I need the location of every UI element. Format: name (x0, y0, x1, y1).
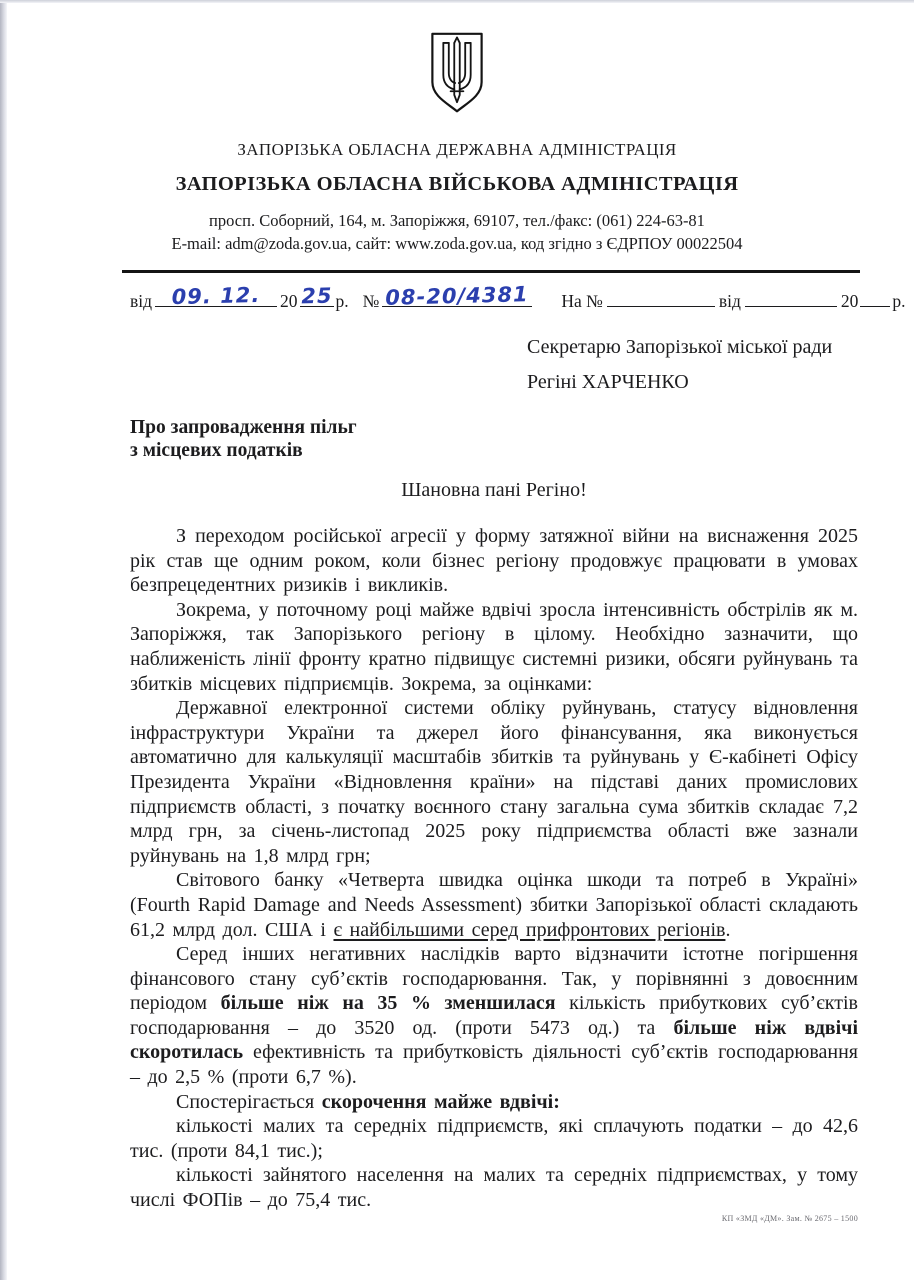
reply-year-prefix: 20 (840, 291, 859, 311)
ref-year-suffix: р. (335, 291, 349, 311)
bold-phrase: більше ніж вдвічі скоротилась (130, 1016, 858, 1064)
addressee-name: Регіні ХАРЧЕНКО (527, 371, 689, 393)
paragraph-3 (130, 696, 858, 868)
letter-body (130, 524, 858, 1213)
addressee-block (527, 330, 832, 400)
bold-phrase: скорочення майже вдвічі: (321, 1090, 560, 1113)
reply-year-suffix: р. (892, 291, 906, 311)
header-divider (122, 270, 860, 273)
paragraph-text: кількості малих та середніх підприємств, які сплачують податки – до 42,6 тис. (проти 84,1 тис.); (130, 1115, 858, 1162)
handwritten-date: 09. 12. (171, 282, 261, 310)
paragraph-text: кількість прибуткових суб’єктів господарювання – до 3520 од. (проти 5473 од.) та (130, 992, 858, 1039)
letterhead (0, 30, 914, 254)
handwritten-number: 08-20/4381 (385, 282, 530, 310)
reply-year-blank (860, 287, 890, 307)
ref-year-blank (300, 283, 334, 309)
paragraph-1 (130, 524, 858, 598)
subject-line-2: з місцевих податків (130, 440, 303, 461)
subject-block (130, 416, 357, 462)
print-shop-note: КП «ЗМД «ДМ». Зам. № 2675 – 1500 (721, 1214, 858, 1223)
org-name-military: ЗАПОРІЗЬКА ОБЛАСНА ВІЙСЬКОВА АДМІНІСТРАЦІЯ (175, 173, 739, 195)
bold-phrase: більше ніж на 35 % зменшилася (220, 992, 556, 1015)
paragraph-text: кількості зайнятого населення на малих та середніх підприємствах, у тому числі ФОПів – до 75,4 тис. (130, 1164, 858, 1212)
reference-line (130, 282, 906, 312)
paragraph-2 (130, 598, 858, 696)
org-contacts: E-mail: adm@zoda.gov.ua, сайт: www.zoda.gov.ua, код згідно з ЄДРПОУ 00022504 (171, 234, 743, 253)
paragraph-text: Зокрема, у поточному році майже вдвічі зросла інтенсивність обстрілів як м. Запоріжжя, так Запорізького регіону в цілому. Необхідно зазначити, що наближеність лінії фронту кратно підвищує системні ризики, обсяги руйнувань та збитків місцевих підприємців. Зокрема, за оцінками: (130, 598, 858, 695)
addressee-position: Секретарю Запорізької міської ради (527, 336, 833, 358)
org-name-state: ЗАПОРІЗЬКА ОБЛАСНА ДЕРЖАВНА АДМІНІСТРАЦІЯ (237, 140, 677, 159)
paragraph-text: Державної електронної системи обліку руйнувань, статусу відновлення інфраструктури України та джерел його фінансування, яка виконується автоматично для калькуляції масштабів збитків та руйнувань у Є-кабінеті Офісу Президента України «Відновлення країни» на підставі даних промислових підприємств області, з початку воєнного стану загальна сума збитків складає 7,2 млрд грн, за січень-листопад 2025 року підприємства області вже зазнали руйнувань на 1,8 млрд грн; (130, 697, 858, 867)
paragraph-5 (130, 942, 858, 1090)
org-address: просп. Соборний, 164, м. Запоріжжя, 69107, тел./факс: (061) 224-63-81 (209, 211, 705, 230)
subject-line-1: Про запровадження пільг (130, 417, 357, 438)
trident-emblem-icon (426, 30, 488, 116)
paragraph-text: З переходом російської агресії у форму затяжної війни на виснаження 2025 рік став ще одним роком, коли бізнес регіону продовжує працювати в умовах безпрецедентних ризиків і викликів. (130, 525, 858, 597)
ref-number-label: № (362, 291, 380, 311)
reply-number-blank (607, 287, 715, 307)
ref-number-blank (382, 282, 532, 310)
paragraph-7 (130, 1114, 858, 1163)
reply-from-label: від (718, 291, 741, 311)
ref-year-prefix: 20 (280, 291, 298, 311)
paragraph-text: Спостерігається (176, 1090, 322, 1113)
paragraph-text: . (725, 918, 731, 941)
ref-date-blank (155, 282, 277, 310)
handwritten-year: 25 (300, 283, 333, 309)
paragraph-text: Серед інших негативних наслідків варто відзначити істотне погіршення фінансового стану суб’єктів господарювання. Так, у порівнянні з довоєнним періодом (130, 943, 858, 1015)
paragraph-8 (130, 1163, 858, 1212)
paragraph-text: ефективність та прибутковість діяльності суб’єктів господарювання – до 2,5 % (проти 6,7 %). (130, 1041, 858, 1089)
reply-number-label: На № (561, 291, 603, 311)
salutation: Шановна пані Регіно! (401, 479, 587, 501)
reply-date-blank (745, 287, 837, 307)
paragraph-4 (130, 868, 858, 942)
scan-edge-top (0, 0, 914, 3)
underlined-phrase: є найбільшими серед прифронтових регіонів (333, 918, 726, 941)
ref-from-label: від (130, 291, 153, 311)
paragraph-6 (130, 1090, 858, 1115)
paragraph-text: Світового банку «Четверта швидка оцінка шкоди та потреб в Україні» (Fourth Rapid Damage and Needs Assessment) збитки Запорізької області складають 61,2 млрд дол. США і (130, 869, 858, 941)
